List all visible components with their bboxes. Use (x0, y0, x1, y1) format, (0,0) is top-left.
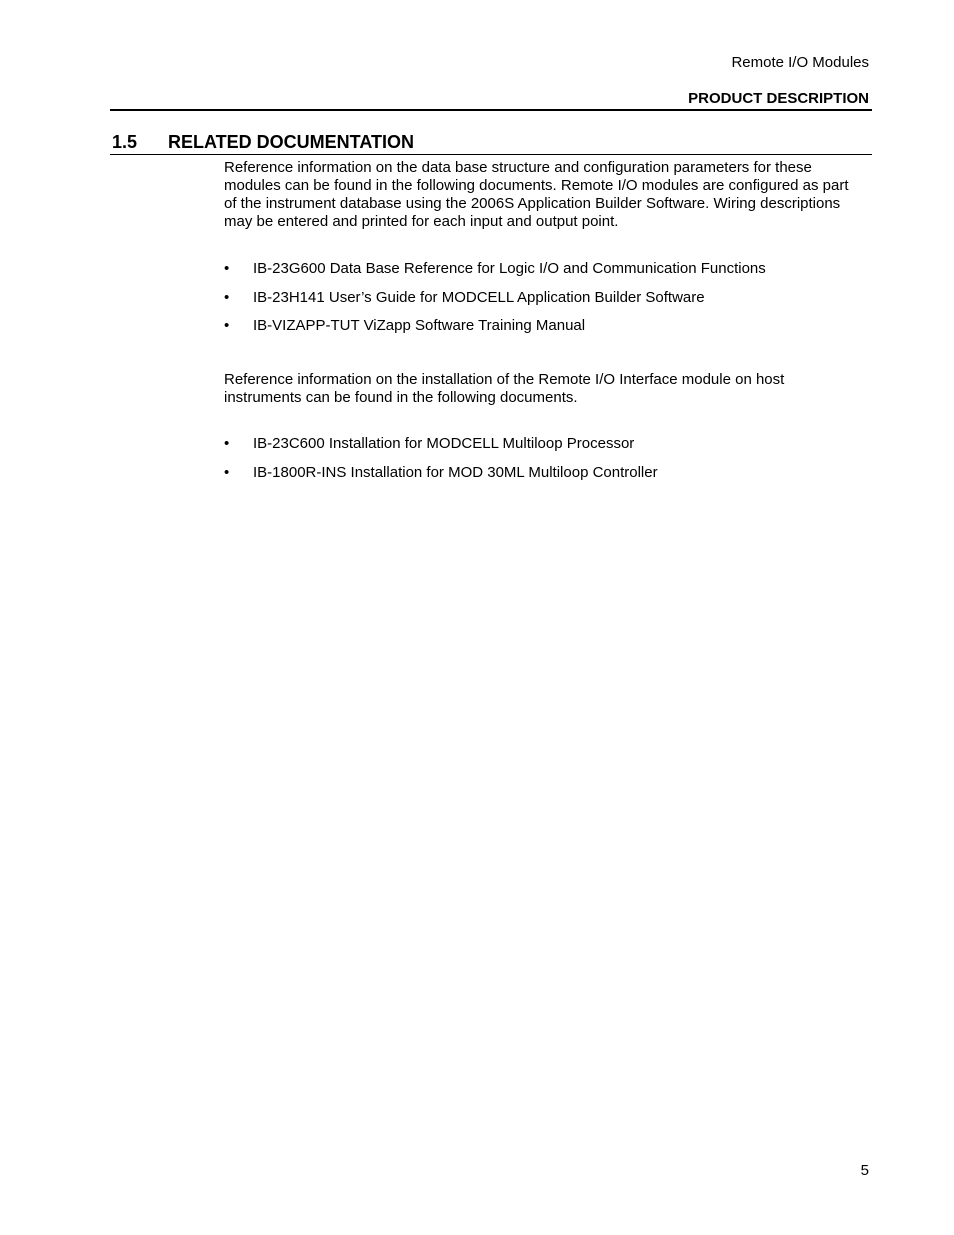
reference-documents-list (224, 260, 864, 346)
list-item-text: IB-VIZAPP-TUT ViZapp Software Training Manual (253, 317, 586, 334)
list-item (224, 260, 864, 278)
intro-paragraph: Reference information on the data base structure and configuration parameters for these modules can be found in the following documents. Remote I/O modules are configured as part of the instrument database using the 2006S Application Builder Software. Wiring descriptions may be entered and printed for each input and output point. (224, 159, 849, 230)
installation-documents-list (224, 435, 864, 492)
bullet-icon: • (224, 288, 230, 306)
section-number: 1.5 (112, 132, 138, 152)
header-rule (110, 109, 872, 111)
running-header-section: PRODUCT DESCRIPTION (688, 90, 869, 107)
bullet-icon: • (224, 260, 230, 277)
running-header-title: Remote I/O Modules (731, 54, 869, 71)
list-item-text: IB-23G600 Data Base Reference for Logic I/O and Communication Functions (253, 260, 766, 277)
list-item-text: IB-23H141 User’s Guide for MODCELL Application Builder Software (253, 288, 705, 306)
list-item (224, 317, 864, 335)
page-number: 5 (860, 1162, 869, 1179)
list-item (224, 464, 864, 482)
section-heading (112, 131, 414, 153)
installation-paragraph: Reference information on the installation of the Remote I/O Interface module on host instruments can be found in the following documents. (224, 371, 785, 406)
bullet-icon: • (224, 317, 230, 334)
list-item (224, 289, 864, 307)
section-title: RELATED DOCUMENTATION (168, 132, 414, 152)
section-rule (110, 154, 872, 155)
bullet-icon: • (224, 463, 230, 481)
list-item (224, 435, 864, 453)
bullet-icon: • (224, 435, 230, 452)
list-item-text: IB-23C600 Installation for MODCELL Multiloop Processor (253, 435, 635, 452)
list-item-text: IB-1800R-INS Installation for MOD 30ML Multiloop Controller (253, 463, 658, 481)
